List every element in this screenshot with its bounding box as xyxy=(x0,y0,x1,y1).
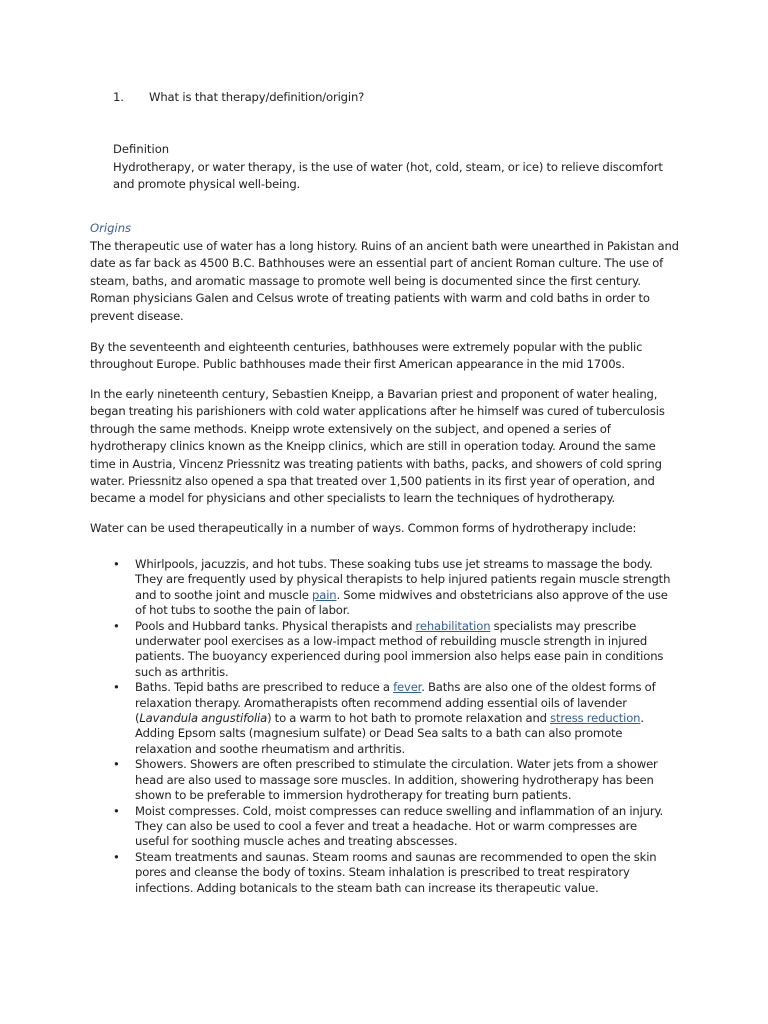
link-stress-reduction[interactable]: stress reduction xyxy=(550,711,641,726)
bullet-icon: • xyxy=(113,618,120,633)
origins-heading: Origins xyxy=(90,221,132,235)
bullet-icon: • xyxy=(113,680,120,695)
link-pain[interactable]: pain xyxy=(312,587,337,602)
link-fever[interactable]: fever xyxy=(393,680,422,695)
question-number: 1. xyxy=(113,90,124,104)
question-text: What is that therapy/definition/origin? xyxy=(149,90,365,104)
item-text: specialists may prescribe underwater pool exercises as a low-impact method of rebuilding muscle strength in injured patients. The buoyancy experienced during pool immersion also helps ease pain in conditions such as arthritis. xyxy=(135,618,664,679)
definition-heading: Definition xyxy=(113,142,170,156)
item-text: Showers. Showers are often prescribed to stimulate the circulation. Water jets from a shower head are also used to massage sore muscles. In addition, showering hydrotherapy has been shown to be preferable to immersion hydrotherapy for treating burn patients. xyxy=(135,757,658,803)
list-item-showers xyxy=(113,757,673,803)
item-text: Whirlpools, jacuzzis, and hot tubs. These soaking tubs use jet streams to massage the body. They are frequently used by physical therapists to help injured patients regain muscle strength and to soothe joint and muscle xyxy=(135,557,671,602)
link-rehabilitation[interactable]: rehabilitation xyxy=(415,618,491,633)
latin-name: Lavandula angustifolia xyxy=(139,711,268,726)
item-text: . Some midwives and obstetricians also approve of the use of hot tubs to soothe the pain of labor. xyxy=(135,587,668,618)
bullet-icon: • xyxy=(113,757,120,772)
item-text: . Baths are also one of the oldest forms of relaxation therapy. Aromatherapists often recommend adding essential oils of lavender ( xyxy=(135,680,656,726)
list-item-baths xyxy=(113,680,673,757)
item-text: Moist compresses. Cold, moist compresses can reduce swelling and inflammation of an injury. They can also be used to cool a fever and treat a headache. Hot or warm compresses are useful for soothing muscle aches and treating abscesses. xyxy=(135,803,664,849)
item-text: Steam treatments and saunas. Steam rooms and saunas are recommended to open the skin pores and cleanse the body of toxins. Steam inhalation is prescribed to treat respiratory infections. Adding botanicals to the steam bath can increase its therapeutic value. xyxy=(135,849,657,895)
list-item-whirlpools xyxy=(113,557,673,619)
origins-paragraph-2: By the seventeenth and eighteenth centuries, bathhouses were extremely popular with the public throughout Europe. Public bathhouses made their first American appearance in the mid 1700s. xyxy=(90,340,643,372)
origins-paragraph-1: The therapeutic use of water has a long history. Ruins of an ancient bath were unearthed in Pakistan and date as far back as 4500 B.C. Bathhouses were an essential part of ancient Roman culture. The use of steam, baths, and aromatic massage to promote well being is documented since the first century. Roman physicians Galen and Celsus wrote of treating patients with warm and cold baths in order to prevent disease. xyxy=(90,239,679,323)
list-item-steam xyxy=(113,850,673,896)
item-text: Pools and Hubbard tanks. Physical therapists and xyxy=(135,618,416,633)
bullet-icon: • xyxy=(113,803,120,818)
list-item-pools xyxy=(113,619,673,681)
definition-text: Hydrotherapy, or water therapy, is the use of water (hot, cold, steam, or ice) to relieve discomfort and promote physical well-being. xyxy=(113,160,663,192)
item-text: Baths. Tepid baths are prescribed to reduce a xyxy=(135,680,394,695)
bullet-icon: • xyxy=(113,557,120,571)
question-item xyxy=(113,89,673,106)
item-text: . Adding Epsom salts (magnesium sulfate) or Dead Sea salts to a bath can also promote relaxation and soothe rheumatism and arthritis. xyxy=(135,711,644,756)
origins-paragraph-4: Water can be used therapeutically in a number of ways. Common forms of hydrotherapy include: xyxy=(90,521,637,535)
origins-paragraph-3: In the early nineteenth century, Sebastien Kneipp, a Bavarian priest and proponent of water healing, began treating his parishioners with cold water applications after he himself was cured of tuberculosis through the same methods. Kneipp wrote extensively on the subject, and opened a series of hydrotherapy clinics known as the Kneipp clinics, which are still in operation today. Around the same time in Austria, Vincenz Priessnitz was treating patients with baths, packs, and showers of cold spring water. Priessnitz also opened a spa that treated over 1,500 patients in its first year of operation, and became a model for physicians and other specialists to learn the techniques of hydrotherapy. xyxy=(90,387,665,506)
bullet-icon: • xyxy=(113,849,120,864)
list-item-compresses xyxy=(113,804,673,850)
item-text: ) to a warm to hot bath to promote relaxation and xyxy=(267,711,551,726)
hydrotherapy-forms-list xyxy=(113,557,673,896)
